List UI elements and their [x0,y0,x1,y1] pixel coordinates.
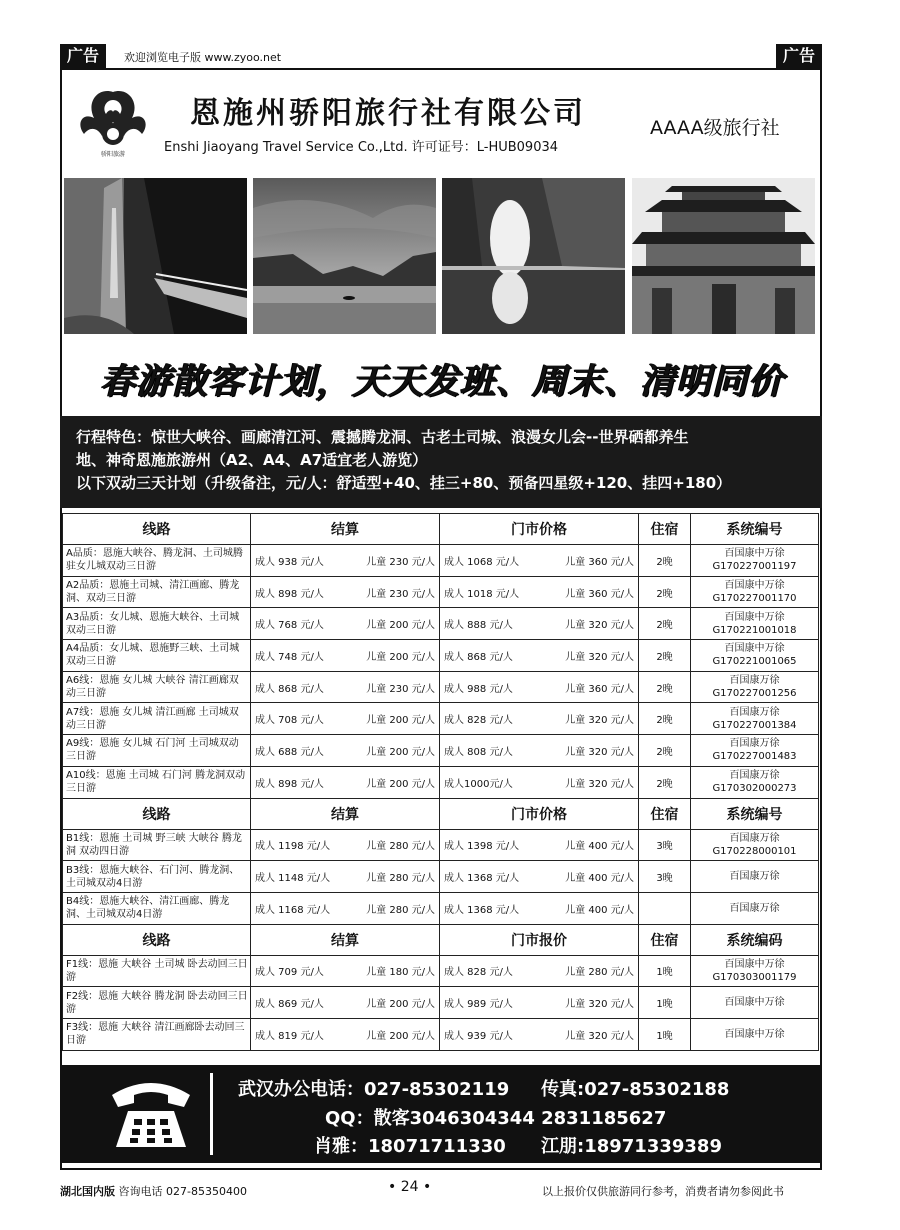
nights: 2晚 [639,640,691,672]
code-name: 百国康万徐 [729,832,780,844]
company-grade: AAAA级旅行社 [650,117,780,139]
retail-child: 儿童 400 元/人 [565,841,634,853]
contact-person-2[interactable]: 江朋:18971339389 [541,1136,722,1157]
code-number: G170303001179 [712,971,797,983]
nights: 2晚 [639,545,691,577]
code-name: 百国康中万徐 [724,958,785,970]
office-phone[interactable]: 武汉办公电话：027-85302119 [238,1079,510,1100]
system-code [691,1018,819,1050]
retail-adult: 成人 868 元/人 [444,651,513,663]
retail-adult: 成人 808 元/人 [444,746,513,758]
route-row [63,608,819,640]
code-name: 百国康中万徐 [724,580,785,592]
column-header: 结算 [251,924,440,955]
settle-adult: 成人 898 元/人 [255,588,324,600]
code-number: G170227001170 [712,593,797,605]
settle-child: 儿童 200 元/人 [366,778,435,790]
route-name: B1线：恩施 土司城 野三峡 大峡谷 腾龙洞 双动四日游 [63,829,251,861]
system-code [691,608,819,640]
slogan-banner: 春游散客计划，天天发班、周末、清明同价 [99,361,784,402]
column-header: 住宿 [639,514,691,545]
retail-adult: 成人 988 元/人 [444,683,513,695]
route-row [63,640,819,672]
route-name: B4线：恩施大峡谷、清江画廊、腾龙洞、土司城双动4日游 [63,892,251,924]
telephone-icon [108,1077,194,1151]
route-row [63,576,819,608]
table-header-row [63,514,819,545]
code-name: 百国康万徐 [729,738,780,750]
itinerary-features [60,416,822,508]
retail-price [440,1018,639,1050]
features-line-1: 行程特色：惊世大峡谷、画廊清江河、震撼腾龙洞、古老土司城、浪漫女儿会--世界硒都养生 [76,428,689,446]
settle-child: 儿童 200 元/人 [366,999,435,1011]
code-name: 百国康万徐 [729,902,780,914]
code-name: 百国康中万徐 [724,643,785,655]
system-code [691,640,819,672]
system-code [691,987,819,1019]
page-number: • 24 • [388,1179,432,1195]
retail-child: 儿童 360 元/人 [565,683,634,695]
nights: 1晚 [639,987,691,1019]
nights: 3晚 [639,861,691,893]
nights: 1晚 [639,1018,691,1050]
route-name: A2品质：恩施土司城、清江画廊、腾龙洞、双动三日游 [63,576,251,608]
retail-price [440,955,639,987]
system-code [691,829,819,861]
hotline-text: 咨询电话 027-85350400 [118,1185,247,1198]
table-header-row [63,798,819,829]
nights: 2晚 [639,608,691,640]
code-number: G170221001065 [712,656,797,668]
route-name: A6线：恩施 女儿城 大峡谷 清江画廊双动三日游 [63,671,251,703]
settlement-price [251,608,440,640]
system-code [691,892,819,924]
system-code [691,576,819,608]
route-row [63,703,819,735]
retail-price [440,829,639,861]
column-header: 门市报价 [440,924,639,955]
logo-text: 骄阳旅游 [100,151,126,158]
nights: 2晚 [639,766,691,798]
code-number: G170227001483 [712,751,797,763]
settle-child: 儿童 230 元/人 [366,556,435,568]
settle-child: 儿童 200 元/人 [366,620,435,632]
settle-adult: 成人 869 元/人 [255,999,324,1011]
retail-child: 儿童 320 元/人 [565,746,634,758]
route-row [63,829,819,861]
photo-pagoda [632,178,815,334]
column-header: 住宿 [639,924,691,955]
code-name: 百国康中万徐 [724,611,785,623]
settlement-price [251,987,440,1019]
settlement-price [251,1018,440,1050]
retail-price [440,987,639,1019]
settle-adult: 成人 748 元/人 [255,651,324,663]
retail-price [440,703,639,735]
nights: 2晚 [639,735,691,767]
retail-child: 儿童 320 元/人 [565,651,634,663]
system-code [691,671,819,703]
column-header: 住宿 [639,798,691,829]
table-header-row [63,924,819,955]
route-row [63,955,819,987]
retail-child: 儿童 320 元/人 [565,1030,634,1042]
photo-canyon-walkway [64,178,247,334]
retail-adult: 成人 1068 元/人 [444,556,520,568]
photo-river-mountains [253,178,436,334]
route-row [63,1018,819,1050]
ad-tag-right: 广告 [776,44,822,68]
route-row [63,671,819,703]
code-name: 百国康中万徐 [724,997,785,1009]
features-line-3: 以下双动三天计划（升级备注，元/人：舒适型+40、挂三+80、预备四星级+120、挂四+180） [76,474,732,492]
contact-bar [60,1065,822,1163]
retail-price [440,861,639,893]
route-row [63,545,819,577]
system-code [691,766,819,798]
retail-price [440,608,639,640]
contact-divider [210,1073,213,1155]
retail-child: 儿童 360 元/人 [565,556,634,568]
nights: 2晚 [639,576,691,608]
retail-adult: 成人 828 元/人 [444,715,513,727]
route-name: A7线：恩施 女儿城 清江画廊 土司城双动三日游 [63,703,251,735]
retail-adult: 成人 1018 元/人 [444,588,520,600]
code-name: 百国康万徐 [729,871,780,883]
top-bar [60,44,822,70]
column-header: 线路 [63,514,251,545]
retail-adult: 成人 1398 元/人 [444,841,520,853]
column-header: 系统编码 [691,924,819,955]
code-name: 百国康万徐 [729,770,780,782]
nights: 3晚 [639,829,691,861]
settle-adult: 成人 1198 元/人 [255,841,331,853]
photo-cave-arch [442,178,625,334]
settle-adult: 成人 768 元/人 [255,620,324,632]
retail-price [440,892,639,924]
code-name: 百国康万徐 [729,706,780,718]
retail-adult: 成人 888 元/人 [444,620,513,632]
retail-price [440,671,639,703]
code-name: 百国康中万徐 [724,1028,785,1040]
column-header: 系统编号 [691,798,819,829]
settlement-price [251,545,440,577]
column-header: 结算 [251,514,440,545]
system-code [691,955,819,987]
retail-price [440,576,639,608]
retail-adult: 成人 989 元/人 [444,999,513,1011]
ad-tag-left: 广告 [60,44,106,68]
settlement-price [251,735,440,767]
company-logo [68,82,158,162]
settle-child: 儿童 180 元/人 [366,967,435,979]
retail-price [440,545,639,577]
retail-price [440,735,639,767]
route-name: A品质：恩施大峡谷、腾龙洞、土司城腾驻女儿城双动三日游 [63,545,251,577]
route-row [63,987,819,1019]
settle-adult: 成人 1148 元/人 [255,873,331,885]
fax-number[interactable]: 传真:027-85302188 [541,1079,730,1100]
company-name-en: Enshi Jiaoyang Travel Service Co.,Ltd. 许可证号：L-HUB09034 [164,140,559,155]
settlement-price [251,861,440,893]
retail-child: 儿童 400 元/人 [565,873,634,885]
routes-table-body [63,514,819,1051]
footer-edition [60,1183,247,1199]
retail-child: 儿童 360 元/人 [565,588,634,600]
retail-adult: 成人 939 元/人 [444,1030,513,1042]
code-number: G170227001384 [712,719,797,731]
settle-child: 儿童 200 元/人 [366,715,435,727]
column-header: 门市价格 [440,514,639,545]
retail-price [440,766,639,798]
column-header: 线路 [63,924,251,955]
system-code [691,861,819,893]
settlement-price [251,955,440,987]
footer-disclaimer: 以上报价仅供旅游同行参考，消费者请勿参阅此书 [542,1185,784,1198]
settle-adult: 成人 938 元/人 [255,556,324,568]
edition-label: 湖北国内版 [60,1185,115,1198]
retail-adult: 成人 828 元/人 [444,967,513,979]
route-row [63,892,819,924]
settlement-price [251,766,440,798]
settle-child: 儿童 280 元/人 [366,841,435,853]
column-header: 线路 [63,798,251,829]
retail-child: 儿童 280 元/人 [565,967,634,979]
system-code [691,703,819,735]
nights: 1晚 [639,955,691,987]
route-row [63,861,819,893]
retail-adult: 成人1000元/人 [444,778,513,790]
settlement-price [251,576,440,608]
settle-child: 儿童 280 元/人 [366,873,435,885]
column-header: 门市价格 [440,798,639,829]
route-name: A9线：恩施 女儿城 石门河 土司城双动三日游 [63,735,251,767]
settle-adult: 成人 708 元/人 [255,715,324,727]
system-code [691,545,819,577]
nights: 2晚 [639,671,691,703]
route-row [63,766,819,798]
code-number: G170221001018 [712,624,797,636]
code-name: 百国康中万徐 [724,548,785,560]
settlement-price [251,671,440,703]
settle-child: 儿童 280 元/人 [366,904,435,916]
settle-adult: 成人 1168 元/人 [255,904,331,916]
settle-child: 儿童 200 元/人 [366,746,435,758]
retail-child: 儿童 400 元/人 [565,904,634,916]
route-name: A3品质：女儿城、恩施大峡谷、土司城双动三日游 [63,608,251,640]
website-link[interactable]: 欢迎浏览电子版 www.zyoo.net [124,51,282,64]
settle-adult: 成人 898 元/人 [255,778,324,790]
settle-child: 儿童 200 元/人 [366,651,435,663]
settlement-price [251,829,440,861]
settlement-price [251,892,440,924]
route-name: F2线：恩施 大峡谷 腾龙洞 卧去动回三日游 [63,987,251,1019]
settle-adult: 成人 688 元/人 [255,746,324,758]
retail-child: 儿童 320 元/人 [565,999,634,1011]
retail-adult: 成人 1368 元/人 [444,873,520,885]
code-name: 百国康万徐 [729,675,780,687]
code-number: G170227001256 [712,688,797,700]
route-row [63,735,819,767]
column-header: 结算 [251,798,440,829]
retail-child: 儿童 320 元/人 [565,620,634,632]
nights [639,892,691,924]
route-name: F3线：恩施 大峡谷 清江画廊卧去动回三日游 [63,1018,251,1050]
route-name: A4品质：女儿城、恩施野三峡、土司城双动三日游 [63,640,251,672]
retail-adult: 成人 1368 元/人 [444,904,520,916]
nights: 2晚 [639,703,691,735]
route-name: B3线：恩施大峡谷、石门河、腾龙洞、土司城双动4日游 [63,861,251,893]
settle-adult: 成人 868 元/人 [255,683,324,695]
column-header: 系统编号 [691,514,819,545]
features-line-2: 地、神奇恩施旅游州（A2、A4、A7适宜老人游览） [76,451,428,469]
route-name: F1线：恩施 大峡谷 土司城 卧去动回三日游 [63,955,251,987]
contact-person-1[interactable]: 肖雅：18071711330 [314,1136,506,1157]
retail-child: 儿童 320 元/人 [565,778,634,790]
retail-price [440,640,639,672]
routes-table [62,513,819,1051]
code-number: G170302000273 [712,783,797,795]
company-name-cn: 恩施州骄阳旅行社有限公司 [190,96,586,131]
settle-child: 儿童 200 元/人 [366,1030,435,1042]
settle-child: 儿童 230 元/人 [366,683,435,695]
retail-child: 儿童 320 元/人 [565,715,634,727]
settle-adult: 成人 819 元/人 [255,1030,324,1042]
settlement-price [251,703,440,735]
settlement-price [251,640,440,672]
settle-adult: 成人 709 元/人 [255,967,324,979]
system-code [691,735,819,767]
settle-child: 儿童 230 元/人 [366,588,435,600]
qq-numbers[interactable]: QQ：散客3046304344 2831185627 [325,1108,667,1129]
code-number: G170228000101 [712,845,797,857]
route-name: A10线：恩施 土司城 石门河 腾龙洞双动三日游 [63,766,251,798]
code-number: G170227001197 [712,561,797,573]
